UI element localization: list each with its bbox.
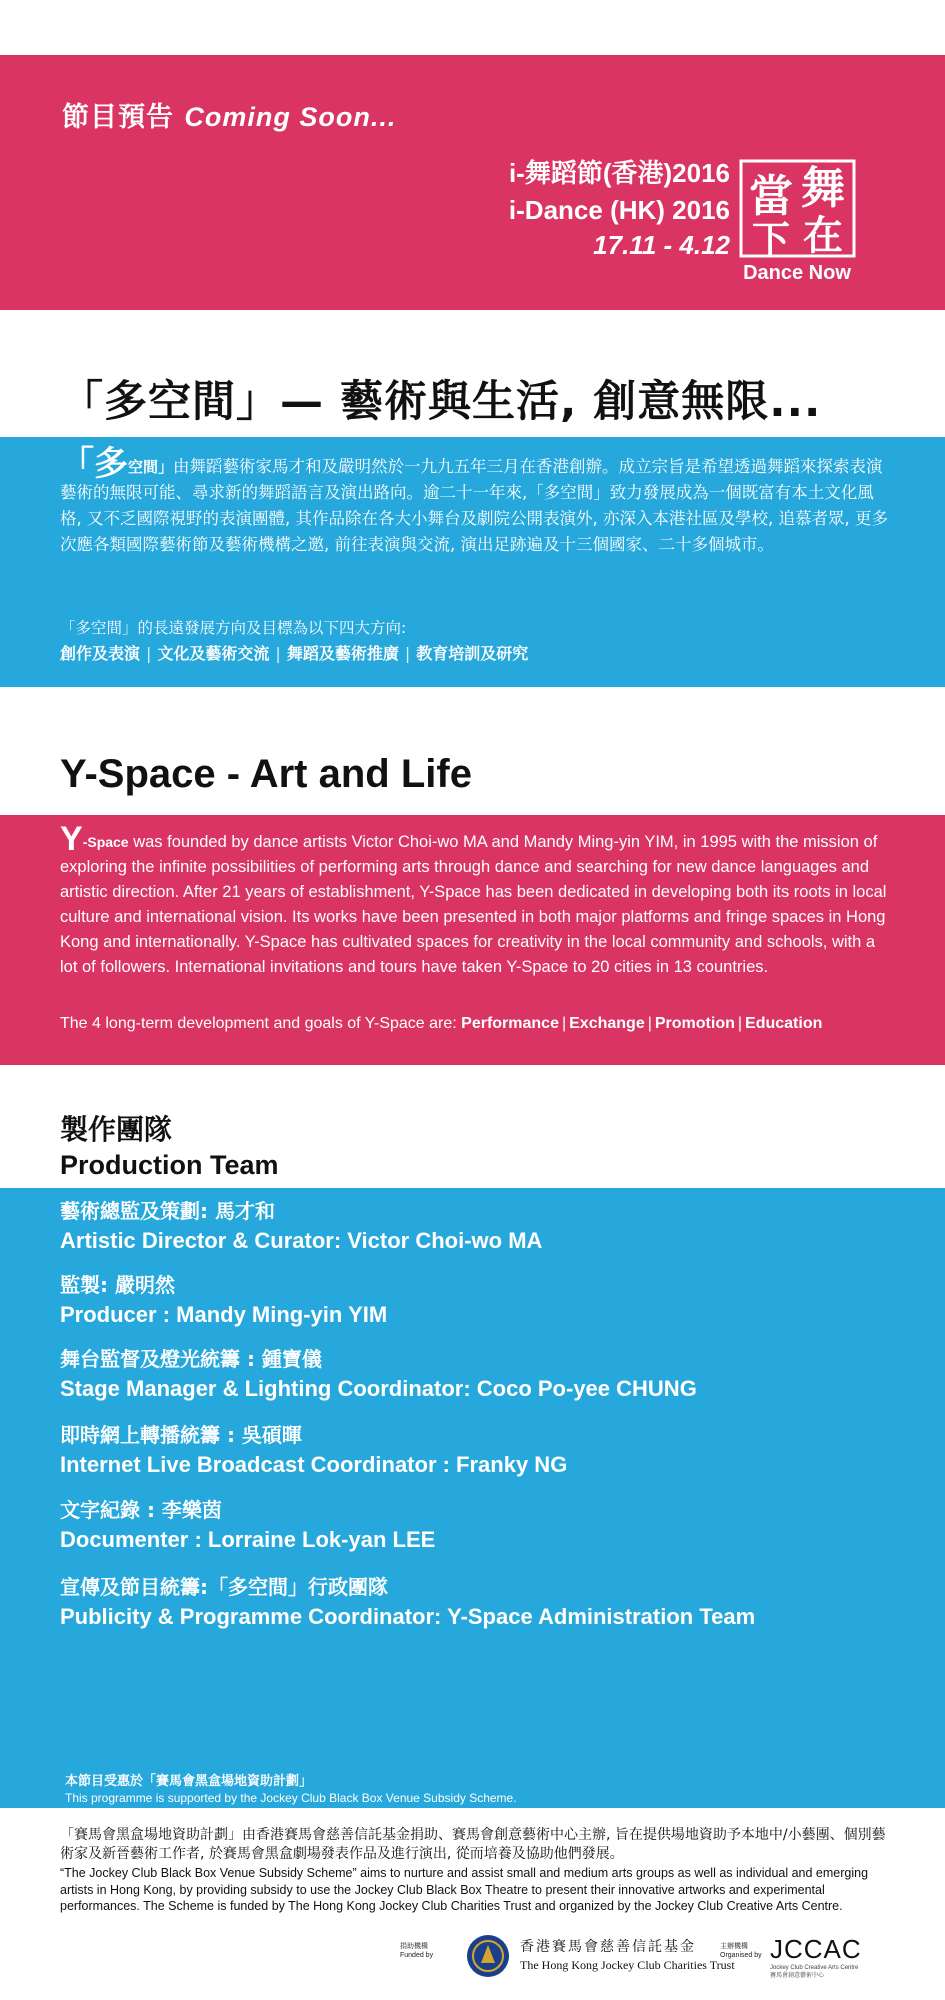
team-role-6-en: Publicity & Programme Coordinator: Y-Space Administration Team bbox=[60, 1604, 756, 1629]
organised-by-zh: 主辦機構 bbox=[720, 1943, 748, 1950]
sponsor-logos bbox=[0, 1930, 945, 1990]
event-dates: 17.11 - 4.12 bbox=[593, 230, 730, 260]
team-role-5 bbox=[60, 1495, 435, 1555]
team-role-2-zh: 監製: 嚴明然 bbox=[60, 1273, 175, 1297]
event-info bbox=[509, 155, 730, 261]
subsidy-notice-zh: 本節目受惠於「賽馬會黑盒場地資助計劃」 bbox=[65, 1774, 313, 1789]
jccac-subtitle-en: Jockey Club Creative Arts Centre bbox=[770, 1965, 859, 1971]
team-role-1-en: Artistic Director & Curator: Victor Choi-wo MA bbox=[60, 1228, 543, 1253]
intro-section-zh bbox=[0, 437, 945, 687]
intro-lead-big-zh: 「多 bbox=[60, 444, 128, 484]
team-role-6 bbox=[60, 1572, 755, 1632]
section-heading-en: Y-Space - Art and Life bbox=[60, 752, 472, 796]
organised-by-en: Organised by bbox=[720, 1952, 762, 1959]
funded-by-en: Funded by bbox=[400, 1952, 434, 1959]
intro-paragraph-zh bbox=[60, 444, 890, 558]
goals-block-zh bbox=[60, 615, 528, 667]
team-role-2-en: Producer : Mandy Ming-yin YIM bbox=[60, 1302, 388, 1327]
event-name-en: i-Dance (HK) 2016 bbox=[508, 195, 730, 225]
intro-text-en: was founded by dance artists Victor Choi-wo MA and Mandy Ming-yin YIM, in 1995 with the mission of exploring the infinite possibilities of performing arts through dance and searching for new dance languages and artistic direction. After 21 years of establishment, Y-Space has been dedicated in developing both its roots in local culture and international vision. Its works have been presented in both major platforms and fringe spaces in Hong Kong and internationally. Y-Space has cultivated spaces for creativity in the local community and schools, with a lot of followers. International invitations and tours have taken Y-Space to 20 cities in 13 countries. bbox=[60, 833, 887, 976]
logo-char-1: 舞 bbox=[801, 163, 845, 214]
intro-paragraph-en bbox=[60, 820, 895, 980]
subsidy-notice bbox=[65, 1773, 517, 1807]
scheme-description-en: “The Jockey Club Black Box Venue Subsidy Scheme” aims to nurture and assist small and medium arts groups as well as individual and emerging artists in Hong Kong, by providing subsidy to use the Jockey Club Black Box Theatre to present their innovative artworks and experimental performances. The Scheme is funded by The Hong Kong Jockey Club Charities Trust and organized by the Jockey Club Creative Arts Centre. bbox=[60, 1866, 869, 1913]
coming-soon-banner bbox=[0, 55, 945, 310]
production-team-section bbox=[0, 1188, 945, 1808]
goal-zh-3: 舞蹈及藝術推廣 bbox=[286, 644, 399, 663]
event-name-zh: i-舞蹈節(香港)2016 bbox=[508, 158, 730, 188]
goal-en-3: Promotion bbox=[654, 1015, 735, 1032]
scheme-description-zh: 「賽馬會黑盒場地資助計劃」由香港賽馬會慈善信託基金捐助、賽馬會創意藝術中心主辦, 旨在提供場地資助予本地中/小藝團、個別藝術家及新晉藝術工作者, 於賽馬會黑盒劇場發表作品及進行演出, 從而培養及協助他們發展。 bbox=[60, 1827, 886, 1862]
jccac-logo: JCCAC bbox=[770, 1934, 862, 1964]
scheme-description bbox=[60, 1826, 890, 1915]
team-role-2 bbox=[60, 1270, 387, 1330]
goal-en-4: Education bbox=[745, 1015, 823, 1032]
goal-zh-1: 創作及表演 bbox=[60, 644, 141, 663]
logo-text-en: Dance Now bbox=[743, 262, 851, 283]
team-role-3 bbox=[60, 1344, 697, 1404]
goal-zh-2: 文化及藝術交流 bbox=[157, 644, 270, 663]
intro-lead-big-en: Y bbox=[60, 820, 83, 858]
team-role-3-zh: 舞台監督及燈光統籌 : 鍾寶儀 bbox=[60, 1347, 322, 1371]
team-role-1-zh: 藝術總監及策劃: 馬才和 bbox=[60, 1199, 275, 1223]
team-role-6-zh: 宣傳及節目統籌:「多空間」行政團隊 bbox=[60, 1575, 388, 1599]
intro-section-en bbox=[0, 815, 945, 1065]
logo-char-3: 在 bbox=[803, 213, 843, 259]
jccac-subtitle bbox=[770, 1964, 858, 1980]
team-role-4-en: Internet Live Broadcast Coordinator : Franky NG bbox=[60, 1452, 568, 1477]
coming-soon-title-en: Coming Soon... bbox=[184, 102, 397, 132]
trust-name-en: The Hong Kong Jockey Club Charities Trust bbox=[520, 1958, 735, 1972]
intro-lead-small-en: -Space bbox=[82, 834, 129, 850]
organised-by-label bbox=[720, 1942, 762, 1960]
goals-intro-en: The 4 long-term development and goals of Y-Space are: bbox=[60, 1015, 462, 1032]
section-heading-zh: 「多空間」— 藝術與生活, 創意無限... bbox=[60, 377, 822, 427]
trust-name-zh: 香港賽馬會慈善信託基金 bbox=[520, 1939, 696, 1955]
team-role-4 bbox=[60, 1420, 567, 1480]
team-role-3-en: Stage Manager & Lighting Coordinator: Coco Po-yee CHUNG bbox=[60, 1376, 697, 1401]
team-role-5-zh: 文字紀錄 : 李樂茵 bbox=[60, 1498, 222, 1522]
logo-char-4: 下 bbox=[751, 218, 791, 262]
goals-block-en: The 4 long-term development and goals of Y-Space are: Performance | Exchange | Promotion | Education bbox=[60, 1015, 823, 1032]
subsidy-notice-en: This programme is supported by the Jockey Club Black Box Venue Subsidy Scheme. bbox=[65, 1791, 517, 1805]
team-role-5-en: Documenter : Lorraine Lok-yan LEE bbox=[60, 1527, 436, 1552]
team-role-1 bbox=[60, 1196, 542, 1256]
goal-en-1: Performance bbox=[461, 1015, 559, 1032]
goal-zh-4: 教育培訓及研究 bbox=[416, 644, 529, 663]
intro-lead-small-zh: 空間」 bbox=[128, 458, 174, 476]
goals-list-zh: 創作及表演 | 文化及藝術交流 | 舞蹈及藝術推廣 | 教育培訓及研究 bbox=[60, 644, 529, 663]
coming-soon-title bbox=[62, 95, 396, 134]
goals-intro-zh: 「多空間」的長遠發展方向及目標為以下四大方向: bbox=[60, 619, 407, 637]
goal-en-2: Exchange bbox=[569, 1015, 645, 1032]
jccac-subtitle-zh: 賽馬會創意藝術中心 bbox=[770, 1973, 825, 1979]
coming-soon-title-zh: 節目預告 bbox=[62, 102, 174, 133]
jockey-club-emblem-icon bbox=[465, 1933, 511, 1979]
intro-text-zh: 由舞蹈藝術家馬才和及嚴明然於一九九五年三月在香港創辦。成立宗旨是希望透過舞蹈來探索表演藝術的無限可能、尋求新的舞蹈語言及演出路向。逾二十一年來,「多空間」致力發展成為一個既富有本土文化風格, 又不乏國際視野的表演團體, 其作品除在各大小舞台及劇院公開表演外, 亦深入本港社區及學校, 追慕者眾, 更多次應各類國際藝術節及藝術機構之邀, 前往表演與交流, 演出足跡遍及十三個國家、二十多個城市。 bbox=[60, 457, 888, 554]
logo-char-2: 當 bbox=[749, 171, 793, 222]
dance-now-logo bbox=[735, 155, 860, 283]
production-team-title-en: Production Team bbox=[60, 1150, 279, 1180]
funded-by-label bbox=[400, 1942, 433, 1960]
funded-by-zh: 捐助機構 bbox=[400, 1943, 428, 1950]
team-role-4-zh: 即時網上轉播統籌 : 吳碩暉 bbox=[60, 1423, 302, 1447]
production-team-title-zh: 製作團隊 bbox=[60, 1113, 173, 1146]
